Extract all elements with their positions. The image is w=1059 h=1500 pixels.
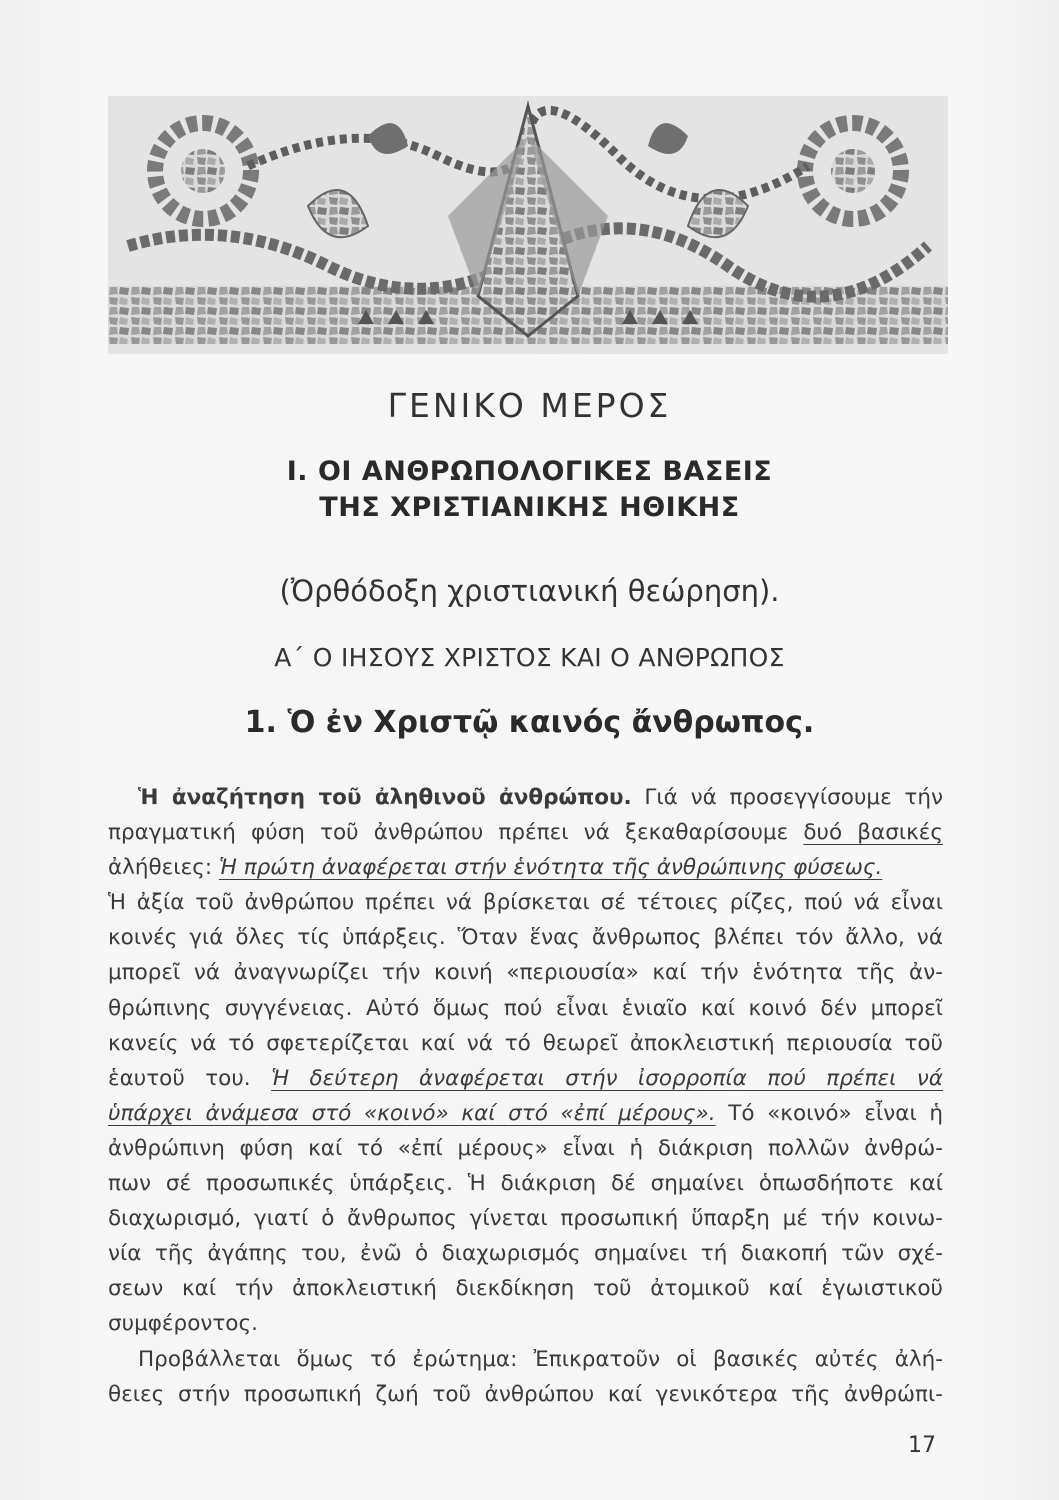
text-line [108, 1096, 943, 1131]
run-in-heading: Ἡ ἀναζήτηση τοῦ ἀληθινοῦ ἀνθρώπου. [138, 785, 632, 810]
text-line: κοινές γιά ὅλες τίς ὑπάρξεις. Ὅταν ἕνας ἄνθρωπος βλέπει τόν ἄλλο, νά [108, 925, 943, 951]
subsection-heading: 1. Ὁ ἐν Χριστῷ καινός ἄνθρωπος. [244, 705, 815, 740]
text-line: νία τῆς ἀγάπης του, ἐνῶ ὁ διαχωρισμός σημαίνει τή διακοπή τῶν σχέ- [108, 1241, 943, 1267]
part-title: ΓΕΝΙΚΟ ΜΕΡΟΣ [387, 386, 672, 425]
section-heading: Α΄ Ο ΙΗΣΟΥΣ ΧΡΙΣΤΟΣ ΚΑΙ Ο ΑΝΘΡΩΠΟΣ [274, 643, 785, 672]
text-line: κανείς νά τό σφετερίζεται καί νά τό θεωρεῖ ἀποκλειστική περιουσία τοῦ [108, 1030, 943, 1056]
chapter-subtitle: (Ὀρθόδοξη χριστιανική θεώρηση). [279, 574, 780, 608]
text-line: θρώπινης συγγένειας. Αὐτό ὅμως πού εἶναι ἑνιαῖο καί κοινό δέν μπορεῖ [108, 995, 943, 1021]
text-line [108, 815, 943, 850]
text-line: ἀνθρώπινη φύση καί τό «ἐπί μέρους» εἶναι ἡ διάκριση πολλῶν ἀνθρώ- [108, 1135, 943, 1161]
text-line: θειες στήν προσωπική ζωή τοῦ ἀνθρώπου καί γενικότερα τῆς ἀνθρώπι- [108, 1381, 943, 1407]
text-line: Προβάλλεται ὅμως τό ἐρώτημα: Ἐπικρατοῦν οἱ βασικές αὐτές ἀλή- [138, 1346, 943, 1372]
text-run: πραγματική φύση τοῦ ἀνθρώπου πρέπει νά ξεκαθαρίσουμε [108, 820, 789, 846]
text-run: ἀλήθειες: [108, 855, 219, 881]
text-run: ἑαυτοῦ του. [108, 1065, 272, 1091]
body-text [108, 780, 943, 1412]
text-line [108, 850, 943, 885]
page-number: 17 [908, 1433, 936, 1458]
text-line: πων σέ προσωπικές ὑπάρξεις. Ἡ διάκριση δέ σημαίνει ὁπωσδήποτε καί [108, 1171, 943, 1197]
text-run: Τό «κοινό» εἶναι ἡ [715, 1100, 943, 1126]
text-line [108, 780, 943, 815]
underlined-italic-text: Ἡ δεύτερη ἀναφέρεται στήν ἰσορροπία πού πρέπει νά [271, 1065, 943, 1091]
text-line: μπορεῖ νά ἀναγνωρίζει τήν κοινή «περιουσία» καί τήν ἑνότητα τῆς ἀν- [108, 960, 943, 986]
text-line: Ἡ ἀξία τοῦ ἀνθρώπου πρέπει νά βρίσκεται σέ τέτοιες ρίζες, πού νά εἶναι [108, 890, 943, 916]
underlined-italic-text: Ἡ πρώτη ἀναφέρεται στήν ἑνότητα τῆς ἀνθρώπινης φύσεως. [218, 855, 883, 881]
underlined-text: δυό βασικές [803, 820, 944, 846]
underlined-italic-text: ὑπάρχει ἀνάμεσα στό «κοινό» καί στό «ἐπί μέρους». [108, 1100, 716, 1126]
chapter-title-line-1: Ι. ΟΙ ΑΝΘΡΩΠΟΛΟΓΙΚΕΣ ΒΑΣΕΙΣ [286, 456, 773, 487]
text-line: συμφέροντος. [108, 1311, 258, 1337]
mosaic-floral-headpiece [108, 96, 948, 354]
text-run: Γιά νά προσεγγίσουμε τήν [631, 785, 943, 810]
chapter-title-line-2: ΤΗΣ ΧΡΙΣΤΙΑΝΙΚΗΣ ΗΘΙΚΗΣ [319, 492, 740, 523]
text-line: διαχωρισμό, γιατί ὁ ἄνθρωπος γίνεται προσωπική ὕπαρξη μέ τήν κοινω- [108, 1206, 943, 1232]
text-line [108, 1061, 943, 1096]
text-line: σεων καί τήν ἀποκλειστική διεκδίκηση τοῦ ἀτομικοῦ καί ἐγωιστικοῦ [108, 1276, 943, 1302]
